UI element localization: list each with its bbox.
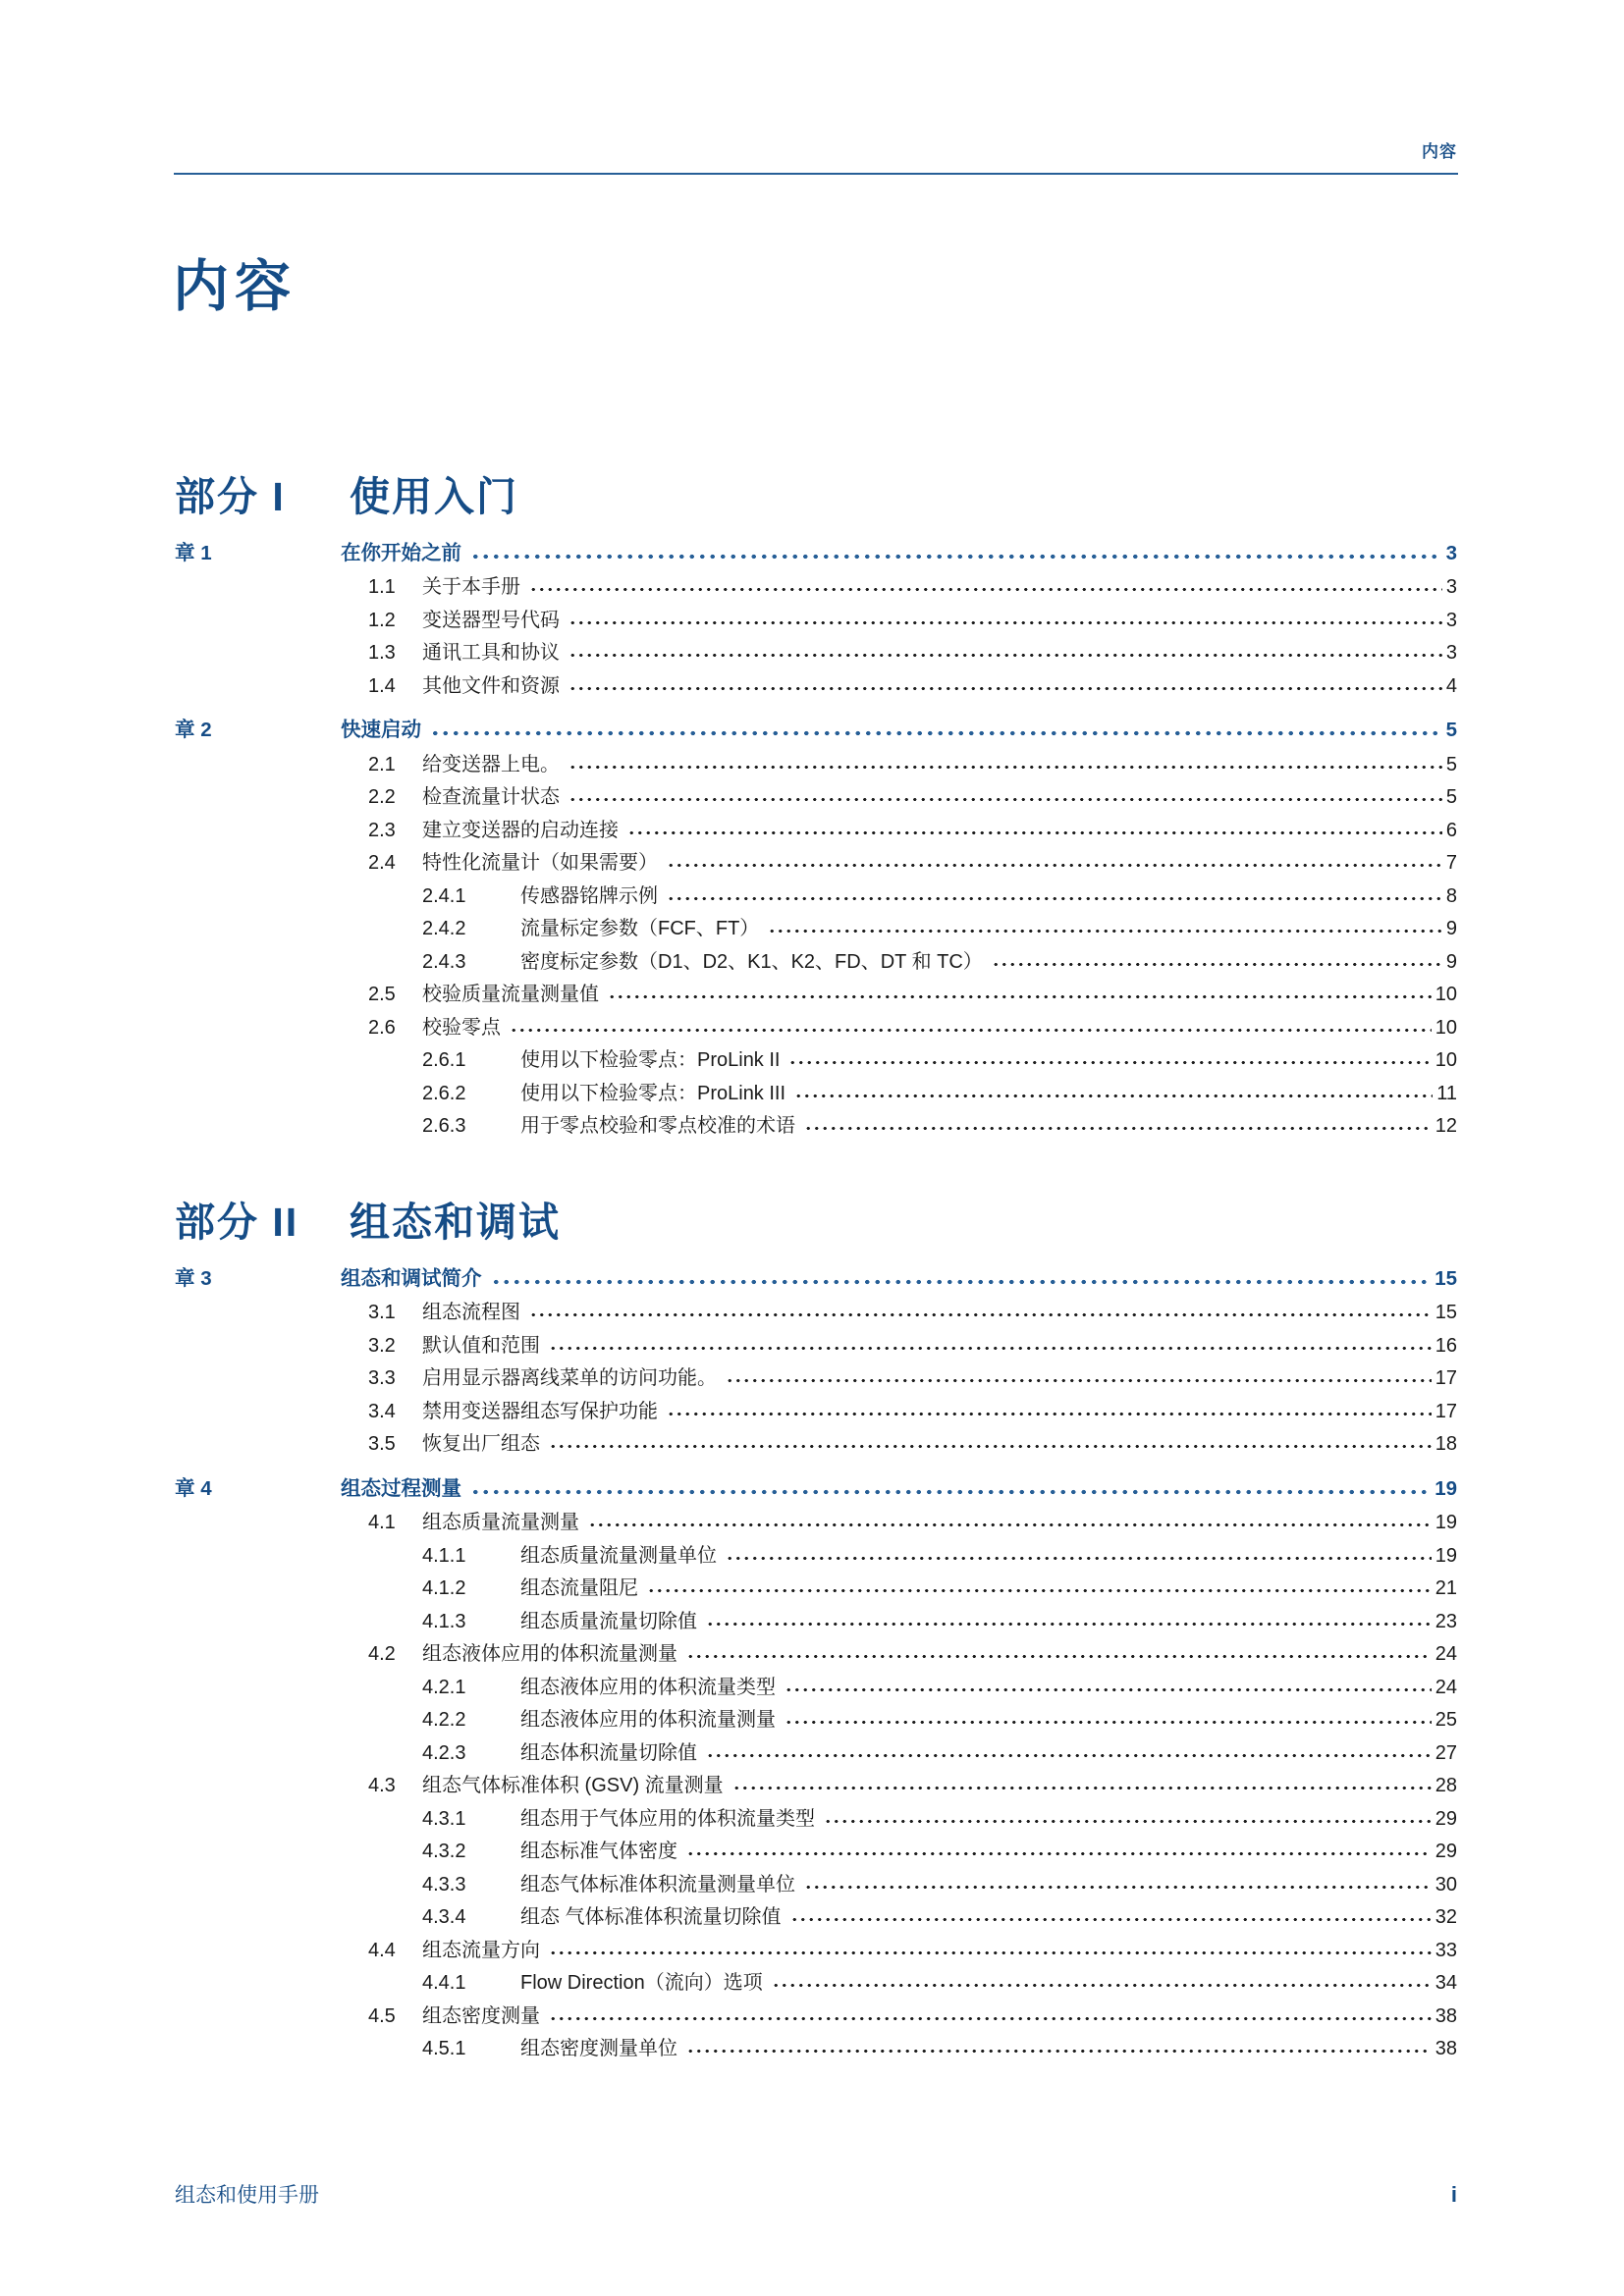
page-number: 6 xyxy=(1445,819,1457,841)
page-number: 19 xyxy=(1435,1512,1457,1533)
toc-entry-row[interactable] xyxy=(175,1360,1457,1393)
entry-title: 组态用于气体应用的体积流量类型 xyxy=(520,1807,815,1830)
chapter-title: 组态和调试简介 xyxy=(341,1266,482,1290)
page-number: 17 xyxy=(1435,1400,1457,1422)
toc-entry-row[interactable] xyxy=(175,1767,1457,1800)
entry-number: 4.5.1 xyxy=(422,2038,466,2059)
entry-title: 组态流量方向 xyxy=(422,1939,540,1961)
entry-number: 1.4 xyxy=(368,674,396,697)
dot-leader xyxy=(549,1326,1432,1357)
toc-entry-row[interactable] xyxy=(175,1074,1457,1107)
dot-leader xyxy=(667,1392,1432,1422)
entry-title: 建立变送器的启动连接 xyxy=(422,819,619,841)
toc-entry-row[interactable] xyxy=(175,1668,1457,1701)
page-number: 25 xyxy=(1435,1709,1457,1731)
page-number: 10 xyxy=(1435,1049,1457,1071)
dot-leader xyxy=(627,811,1442,841)
dot-leader xyxy=(549,1425,1432,1456)
entry-title: 通讯工具和协议 xyxy=(422,642,560,664)
entry-number: 2.6 xyxy=(368,1016,396,1039)
toc-chapter-row[interactable] xyxy=(175,535,1457,568)
entry-title: 传感器铭牌示例 xyxy=(520,884,658,907)
entry-title: 组态流量阻尼 xyxy=(520,1577,638,1599)
running-header: 内容 xyxy=(1422,142,1457,161)
dot-leader xyxy=(726,1360,1432,1390)
page-number: 23 xyxy=(1435,1610,1457,1632)
dot-leader xyxy=(804,1865,1432,1896)
toc-entry-row[interactable] xyxy=(175,1107,1457,1141)
entry-number: 4.2.2 xyxy=(422,1709,466,1731)
entry-title: 特性化流量计（如果需要） xyxy=(422,852,658,874)
toc-entry-row[interactable] xyxy=(175,877,1457,910)
dot-leader xyxy=(726,1536,1432,1567)
page-number: 8 xyxy=(1445,884,1457,907)
entry-title: 检查流量计状态 xyxy=(422,786,560,808)
dot-leader xyxy=(549,1997,1432,2027)
entry-number: 4.2.1 xyxy=(422,1676,466,1698)
page-number: 10 xyxy=(1435,984,1457,1005)
entry-title: 组态气体标准体积流量测量单位 xyxy=(520,1873,795,1896)
dot-leader xyxy=(788,1041,1431,1072)
page-number: 15 xyxy=(1435,1302,1457,1323)
chapter-title: 组态过程测量 xyxy=(341,1476,461,1500)
toc-entry-row[interactable] xyxy=(175,1536,1457,1570)
entry-number: 4.3.2 xyxy=(422,1841,466,1862)
footer-manual-title: 组态和使用手册 xyxy=(175,2184,319,2207)
toc-chapter-row[interactable] xyxy=(175,1470,1457,1504)
dot-leader xyxy=(706,1734,1432,1764)
dot-leader xyxy=(647,1570,1432,1600)
entry-title: 组态密度测量单位 xyxy=(520,2038,677,2059)
toc-entry-row[interactable] xyxy=(175,942,1457,976)
chapter-title: 在你开始之前 xyxy=(341,541,461,564)
page-title: 内容 xyxy=(173,255,297,318)
toc-entry-row[interactable] xyxy=(175,1833,1457,1866)
entry-number: 3.1 xyxy=(368,1302,396,1323)
entry-title: 用于零点校验和零点校准的术语 xyxy=(520,1115,795,1137)
entry-title: 组态质量流量切除值 xyxy=(520,1610,697,1632)
page-number: 5 xyxy=(1445,719,1457,742)
dot-leader xyxy=(491,1260,1432,1291)
entry-number: 2.6.2 xyxy=(422,1082,466,1104)
dot-leader xyxy=(732,1767,1432,1797)
dot-leader xyxy=(686,1635,1432,1666)
entry-title: 组态密度测量 xyxy=(422,2004,540,2027)
toc-chapter-row[interactable] xyxy=(175,713,1457,746)
entry-title: 组态体积流量切除值 xyxy=(520,1741,697,1764)
toc-entry-row[interactable] xyxy=(175,1964,1457,1998)
toc-entry-row[interactable] xyxy=(175,1898,1457,1932)
dot-leader xyxy=(992,942,1442,973)
entry-number: 4.2 xyxy=(368,1643,396,1665)
entry-number: 2.4 xyxy=(368,852,396,874)
dot-leader xyxy=(510,1008,1432,1039)
entry-number: 4.1 xyxy=(368,1512,396,1533)
entry-number: 2.3 xyxy=(368,819,396,841)
entry-title: 组态液体应用的体积流量测量 xyxy=(520,1709,776,1731)
dot-leader xyxy=(568,667,1442,697)
entry-title: 给变送器上电。 xyxy=(422,753,560,775)
chapter-group xyxy=(175,713,1457,1141)
page-number: 3 xyxy=(1445,576,1457,598)
page-number: 33 xyxy=(1435,1939,1457,1961)
toc-entry-row[interactable] xyxy=(175,745,1457,778)
toc-entry-row[interactable] xyxy=(175,1008,1457,1041)
entry-title: 使用以下检验零点：ProLink II xyxy=(520,1049,781,1071)
entry-title: 密度标定参数（D1、D2、K1、K2、FD、DT 和 TC） xyxy=(520,950,983,973)
entry-title: 校验质量流量测量值 xyxy=(422,984,599,1005)
part-label: 部分 II xyxy=(175,1200,299,1245)
page-number: 17 xyxy=(1435,1367,1457,1389)
page-number: 16 xyxy=(1435,1334,1457,1357)
part-label: 部分 I xyxy=(175,474,286,519)
chapter-group xyxy=(175,1260,1457,1458)
page-number: 10 xyxy=(1435,1016,1457,1039)
part-title: 组态和调试 xyxy=(350,1200,561,1245)
toc-entry-row[interactable] xyxy=(175,1701,1457,1735)
entry-number: 3.4 xyxy=(368,1400,396,1422)
dot-leader xyxy=(568,601,1442,631)
dot-leader xyxy=(785,1701,1432,1732)
page-number: 3 xyxy=(1445,541,1457,564)
toc-entry-row[interactable] xyxy=(175,844,1457,878)
chapter-group xyxy=(175,535,1457,700)
part-heading xyxy=(175,1197,1457,1248)
entry-title: 组态质量流量测量 xyxy=(422,1512,579,1533)
dot-leader xyxy=(549,1931,1432,1961)
entry-number: 4.3.1 xyxy=(422,1807,466,1830)
page-number: 11 xyxy=(1436,1082,1457,1104)
page-number: 7 xyxy=(1445,852,1457,874)
toc-entry-row[interactable] xyxy=(175,811,1457,844)
entry-number: 1.3 xyxy=(368,642,396,664)
page-number: 5 xyxy=(1445,753,1457,775)
entry-number: 4.1.2 xyxy=(422,1577,466,1599)
entry-title: 变送器型号代码 xyxy=(422,609,560,631)
dot-leader xyxy=(804,1107,1432,1138)
toc-entry-row[interactable] xyxy=(175,1865,1457,1898)
entry-title: 组态液体应用的体积流量类型 xyxy=(520,1676,776,1698)
page-number: 38 xyxy=(1435,2038,1457,2059)
toc-entry-row[interactable] xyxy=(175,1326,1457,1360)
dot-leader xyxy=(529,1294,1432,1324)
entry-title: 组态质量流量测量单位 xyxy=(520,1544,717,1567)
dot-leader xyxy=(686,1833,1432,1863)
entry-title: 流量标定参数（FCF、FT） xyxy=(520,918,760,939)
dot-leader xyxy=(470,535,1442,565)
entry-title: 使用以下检验零点：ProLink III xyxy=(520,1082,786,1104)
page-number: 15 xyxy=(1435,1266,1457,1290)
page-number: 28 xyxy=(1435,1775,1457,1796)
dot-leader xyxy=(768,910,1442,940)
page-number: 34 xyxy=(1435,1972,1457,1994)
dot-leader xyxy=(470,1470,1431,1501)
page-number: 29 xyxy=(1435,1841,1457,1862)
entry-number: 4.4.1 xyxy=(422,1972,466,1994)
entry-number: 3.2 xyxy=(368,1334,396,1357)
page-number: 21 xyxy=(1435,1577,1457,1599)
dot-leader xyxy=(686,2030,1432,2060)
entry-number: 4.3.3 xyxy=(422,1873,466,1896)
chapter-label: 章 3 xyxy=(175,1266,212,1290)
entry-number: 4.3 xyxy=(368,1775,396,1796)
toc-entry-row[interactable] xyxy=(175,1570,1457,1603)
page-number: 9 xyxy=(1445,950,1457,973)
dot-leader xyxy=(772,1964,1432,1995)
dot-leader xyxy=(706,1602,1432,1632)
entry-title: Flow Direction（流向）选项 xyxy=(520,1972,763,1994)
dot-leader xyxy=(608,976,1432,1006)
toc-chapter-row[interactable] xyxy=(175,1260,1457,1294)
page-number: 32 xyxy=(1435,1906,1457,1928)
toc-entry-row[interactable] xyxy=(175,976,1457,1009)
toc-entry-row[interactable] xyxy=(175,1734,1457,1767)
entry-number: 2.1 xyxy=(368,753,396,775)
entry-title: 组态气体标准体积 (GSV) 流量测量 xyxy=(422,1775,724,1796)
header-rule xyxy=(174,173,1458,175)
entry-number: 2.6.3 xyxy=(422,1115,466,1137)
page-number: 18 xyxy=(1435,1433,1457,1455)
page-number: 3 xyxy=(1445,609,1457,631)
chapter-label: 章 2 xyxy=(175,719,212,742)
toc-entry-row[interactable] xyxy=(175,1997,1457,2030)
page-number: 24 xyxy=(1435,1643,1457,1665)
entry-number: 4.2.3 xyxy=(422,1741,466,1764)
dot-leader xyxy=(790,1898,1432,1929)
entry-title: 其他文件和资源 xyxy=(422,674,560,697)
toc-entry-row[interactable] xyxy=(175,1392,1457,1425)
chapter-group xyxy=(175,1470,1457,2062)
dot-leader xyxy=(588,1504,1432,1534)
page-number: 38 xyxy=(1435,2004,1457,2027)
toc-entry-row[interactable] xyxy=(175,667,1457,700)
toc-entry-row[interactable] xyxy=(175,1602,1457,1635)
toc-entry-row[interactable] xyxy=(175,2030,1457,2063)
dot-leader xyxy=(529,568,1442,599)
dot-leader xyxy=(568,634,1442,665)
toc-entry-row[interactable] xyxy=(175,1931,1457,1964)
entry-title: 关于本手册 xyxy=(422,576,520,598)
entry-number: 4.4 xyxy=(368,1939,396,1961)
toc-entry-row[interactable] xyxy=(175,634,1457,667)
footer-page-number: i xyxy=(1450,2182,1457,2207)
toc-entry-row[interactable] xyxy=(175,1635,1457,1669)
page-number: 9 xyxy=(1445,918,1457,939)
entry-title: 组态标准气体密度 xyxy=(520,1841,677,1862)
toc-entry-row[interactable] xyxy=(175,601,1457,634)
entry-number: 1.1 xyxy=(368,576,396,598)
part-heading xyxy=(175,471,1457,522)
toc-entry-row[interactable] xyxy=(175,1041,1457,1075)
chapter-label: 章 4 xyxy=(175,1476,212,1500)
dot-leader xyxy=(824,1799,1432,1830)
toc-entry-row[interactable] xyxy=(175,1425,1457,1459)
entry-number: 4.1.1 xyxy=(422,1544,466,1567)
entry-number: 4.3.4 xyxy=(422,1906,466,1928)
toc xyxy=(175,471,1457,2062)
entry-title: 组态液体应用的体积流量测量 xyxy=(422,1643,677,1665)
entry-title: 校验零点 xyxy=(422,1016,501,1039)
chapter-title: 快速启动 xyxy=(341,719,421,742)
dot-leader xyxy=(568,745,1442,775)
page-number: 4 xyxy=(1445,674,1457,697)
entry-title: 组态 气体标准体积流量切除值 xyxy=(520,1906,782,1928)
dot-leader xyxy=(794,1074,1433,1104)
entry-number: 2.4.1 xyxy=(422,884,466,907)
entry-number: 4.1.3 xyxy=(422,1610,466,1632)
entry-title: 恢复出厂组态 xyxy=(422,1433,540,1455)
entry-number: 4.5 xyxy=(368,2004,396,2027)
entry-number: 2.5 xyxy=(368,984,396,1005)
entry-number: 3.3 xyxy=(368,1367,396,1389)
entry-title: 禁用变送器组态写保护功能 xyxy=(422,1400,658,1422)
dot-leader xyxy=(568,778,1442,809)
toc-entry-row[interactable] xyxy=(175,910,1457,943)
page-number: 24 xyxy=(1435,1676,1457,1698)
page-number: 12 xyxy=(1435,1115,1457,1137)
toc-entry-row[interactable] xyxy=(175,1504,1457,1537)
entry-number: 3.5 xyxy=(368,1433,396,1455)
page-footer xyxy=(175,2179,1457,2209)
toc-entry-row[interactable] xyxy=(175,1294,1457,1327)
page-number: 27 xyxy=(1435,1741,1457,1764)
dot-leader xyxy=(430,713,1442,743)
entry-number: 2.4.3 xyxy=(422,950,466,973)
toc-entry-row[interactable] xyxy=(175,568,1457,602)
page-number: 29 xyxy=(1435,1807,1457,1830)
entry-number: 2.2 xyxy=(368,786,396,808)
entry-number: 2.6.1 xyxy=(422,1049,466,1071)
entry-title: 默认值和范围 xyxy=(422,1334,540,1357)
page-number: 5 xyxy=(1445,786,1457,808)
dot-leader xyxy=(667,877,1442,907)
dot-leader xyxy=(667,844,1442,875)
entry-number: 1.2 xyxy=(368,609,396,631)
page-number: 19 xyxy=(1435,1544,1457,1567)
page-number: 3 xyxy=(1445,642,1457,664)
toc-entry-row[interactable] xyxy=(175,1799,1457,1833)
page-number: 30 xyxy=(1435,1873,1457,1896)
dot-leader xyxy=(785,1668,1432,1698)
toc-entry-row[interactable] xyxy=(175,778,1457,812)
entry-title: 组态流程图 xyxy=(422,1302,520,1323)
entry-title: 启用显示器离线菜单的访问功能。 xyxy=(422,1367,717,1389)
chapter-label: 章 1 xyxy=(175,541,212,564)
entry-number: 2.4.2 xyxy=(422,918,466,939)
part-title: 使用入门 xyxy=(350,474,518,519)
page-number: 19 xyxy=(1435,1476,1457,1500)
